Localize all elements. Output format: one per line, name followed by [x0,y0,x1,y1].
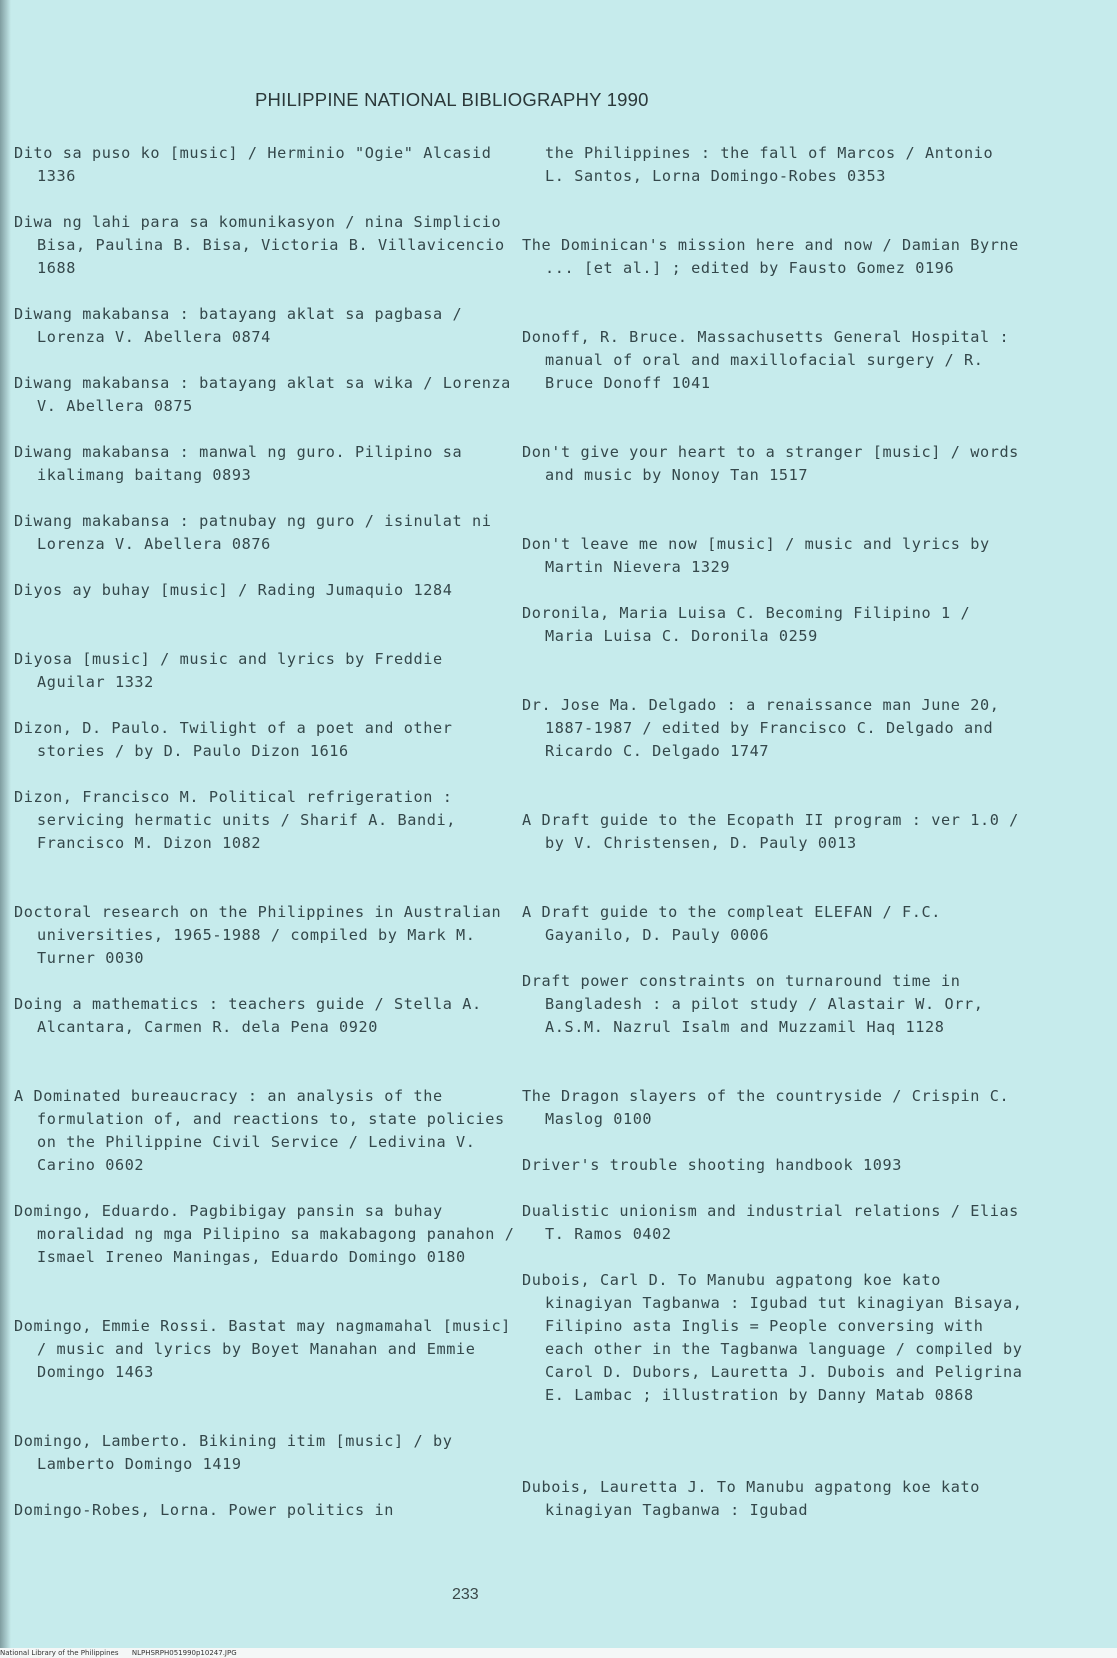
bibliography-entry: Diwang makabansa : manwal ng guro. Pilipino sa ikalimang baitang 0893 [14,443,463,484]
bibliography-entry: Domingo, Lamberto. Bikining itim [music] / by Lamberto Domingo 1419 [14,1432,453,1473]
bibliography-entry: Diyos ay buhay [music] / Rading Jumaquio 1284 [14,581,453,599]
bibliography-entry: Dualistic unionism and industrial relations / Elias T. Ramos 0402 [522,1202,1019,1243]
bibliography-entry: The Dragon slayers of the countryside / Crispin C. Maslog 0100 [522,1087,1010,1128]
bibliography-entry: Donoff, R. Bruce. Massachusetts General Hospital : manual of oral and maxillofacial surgery / R. Bruce Donoff 1041 [522,328,1010,392]
bibliography-entry: Don't leave me now [music] / music and lyrics by Martin Nievera 1329 [522,535,990,576]
bibliography-entry: Dizon, D. Paulo. Twilight of a poet and other stories / by D. Paulo Dizon 1616 [14,719,453,760]
bibliography-entry: Don't give your heart to a stranger [music] / words and music by Nonoy Tan 1517 [522,443,1019,484]
book-spine-shadow [0,0,11,1658]
bibliography-entry: Domingo-Robes, Lorna. Power politics in [14,1501,395,1519]
bibliography-entry: Domingo, Eduardo. Pagbibigay pansin sa buhay moralidad ng mga Pilipino sa makabagong panahon / Ismael Ireneo Maningas, Eduardo Domingo 0180 [14,1202,515,1266]
bibliography-entry: Diwang makabansa : batayang aklat sa wika / Lorenza V. Abellera 0875 [14,374,511,415]
bibliography-entry: A Dominated bureaucracy : an analysis of the formulation of, and reactions to, state policies on the Philippine Civil Service / Ledivina V. Carino 0602 [14,1087,505,1174]
bibliography-entry: Draft power constraints on turnaround time in Bangladesh : a pilot study / Alastair W. Orr, A.S.M. Nazrul Isalm and Muzzamil Haq 1128 [522,972,984,1036]
bibliography-entry: Diwang makabansa : patnubay ng guro / isinulat ni Lorenza V. Abellera 0876 [14,512,492,553]
bibliography-entry: A Draft guide to the compleat ELEFAN / F.C. Gayanilo, D. Pauly 0006 [522,903,941,944]
page-header: PHILIPPINE NATIONAL BIBLIOGRAPHY 1990 [255,89,649,110]
bibliography-entry: Diwang makabansa : batayang aklat sa pagbasa / Lorenza V. Abellera 0874 [14,305,463,346]
bibliography-entry: The Dominican's mission here and now / Damian Byrne ... [et al.] ; edited by Fausto Gomez 0196 [522,236,1019,277]
bibliography-entry: Dizon, Francisco M. Political refrigeration : servicing hermatic units / Sharif A. Bandi, Francisco M. Dizon 1082 [14,788,456,852]
bibliography-entry: Dubois, Carl D. To Manubu agpatong koe kato kinagiyan Tagbanwa : Igubad tut kinagiyan Bisaya, Filipino asta Inglis = People conversing with each other in the Tagbanwa language / compiled by Carol D. Dubors, Lauretta J. Dubois and Peligrina E. Lambac ; illustration by Danny Matab 0868 [522,1271,1023,1404]
bibliography-entry: Diwa ng lahi para sa komunikasyon / nina Simplicio Bisa, Paulina B. Bisa, Victoria B. Villavicencio 1688 [14,213,505,277]
bibliography-entry: Doing a mathematics : teachers guide / Stella A. Alcantara, Carmen R. dela Pena 0920 [14,995,482,1036]
page-number: 233 [452,1586,479,1603]
bibliography-entry-continued: the Philippines : the fall of Marcos / Antonio L. Santos, Lorna Domingo-Robes 0353 [545,144,994,185]
bibliography-entry: Driver's trouble shooting handbook 1093 [522,1156,903,1174]
bibliography-entry: A Draft guide to the Ecopath II program : ver 1.0 / by V. Christensen, D. Pauly 0013 [522,811,1019,852]
bibliography-entry: Dito sa puso ko [music] / Herminio "Ogie" Alcasid 1336 [14,144,492,185]
bibliography-entry: Diyosa [music] / music and lyrics by Freddie Aguilar 1332 [14,650,443,691]
scan-footer: National Library of the Philippines NLPHSRPH051990p10247.JPG [0,1648,1117,1658]
bibliography-entry: Domingo, Emmie Rossi. Bastat may nagmamahal [music] / music and lyrics by Boyet Manahan and Emmie Domingo 1463 [14,1317,511,1381]
bibliography-entry: Doronila, Maria Luisa C. Becoming Filipino 1 / Maria Luisa C. Doronila 0259 [522,604,971,645]
bibliography-entry: Dubois, Lauretta J. To Manubu agpatong koe kato kinagiyan Tagbanwa : Igubad [522,1478,980,1519]
bibliography-entry: Dr. Jose Ma. Delgado : a renaissance man June 20, 1887-1987 / edited by Francisco C. Delgado and Ricardo C. Delgado 1747 [522,696,1000,760]
bibliography-entry: Doctoral research on the Philippines in Australian universities, 1965-1988 / compiled by Mark M. Turner 0030 [14,903,502,967]
